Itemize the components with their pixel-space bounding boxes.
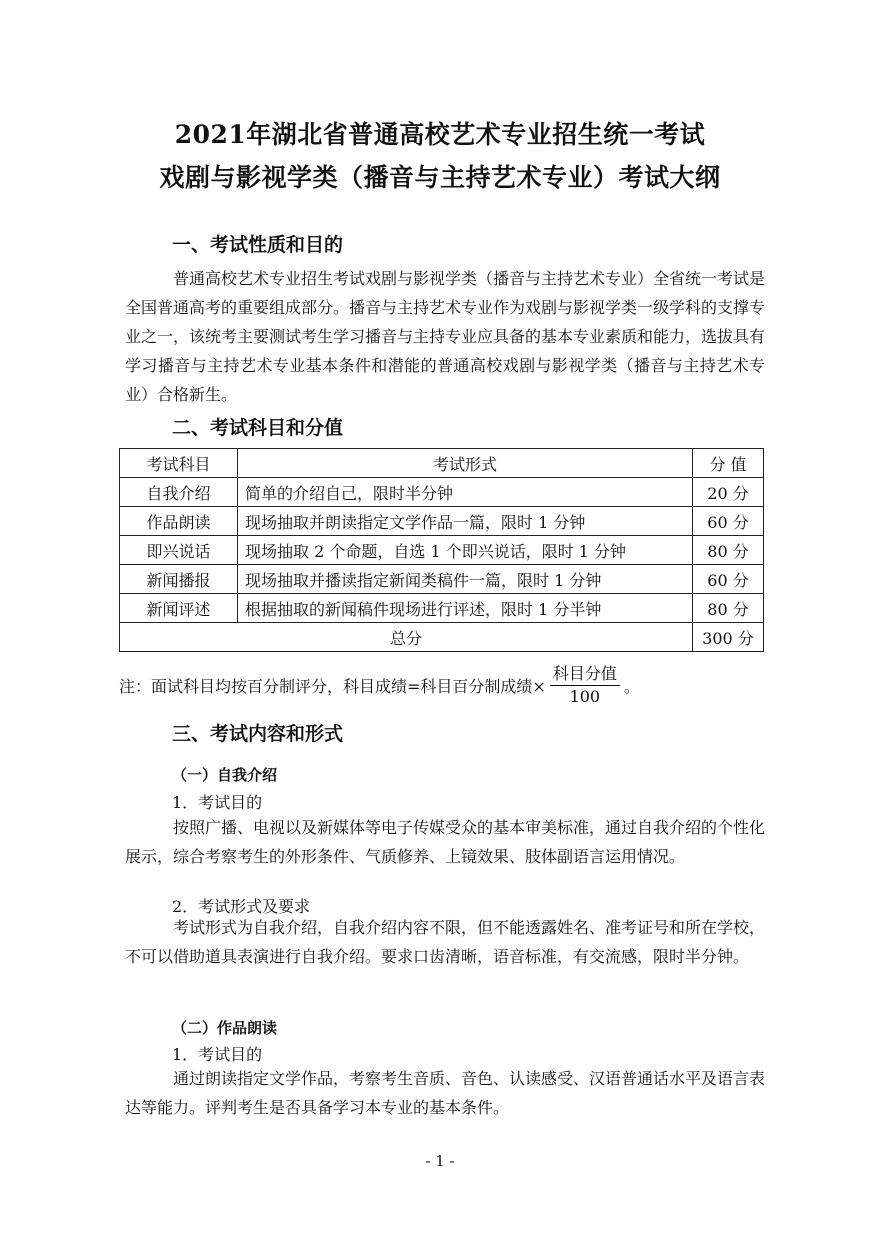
row-subject: 作品朗读	[120, 507, 238, 536]
subsection-1-item-2-label: 2．考试形式及要求	[172, 897, 311, 916]
row-form: 现场抽取 2 个命题，自选 1 个即兴说话，限时 1 分钟	[238, 536, 693, 565]
note-fraction	[550, 665, 620, 706]
table-row	[120, 594, 764, 623]
row-form: 现场抽取并朗读指定文学作品一篇，限时 1 分钟	[238, 507, 693, 536]
subsection-2-item-1-label: 1．考试目的	[172, 1045, 263, 1064]
header-form: 考试形式	[238, 449, 693, 478]
subsection-1-heading: （一）自我介绍	[172, 766, 278, 784]
subsection-1-item-2-body: 考试形式为自我介绍，自我介绍内容不限，但不能透露姓名、准考证号和所在学校，不可以借助道具表演进行自我介绍。要求口齿清晰，语音标准，有交流感，限时半分钟。	[125, 918, 766, 966]
total-label: 总分	[120, 623, 693, 652]
row-form: 现场抽取并播读指定新闻类稿件一篇，限时 1 分钟	[238, 565, 693, 594]
row-subject: 新闻评述	[120, 594, 238, 623]
table-row	[120, 507, 764, 536]
subsection-2-item-1-body: 通过朗读指定文学作品，考察考生音质、音色、认读感受、汉语普通话水平及语言表达等能力。评判考生是否具备学习本专业的基本条件。	[125, 1069, 766, 1117]
table-row	[120, 478, 764, 507]
section-1-body: 普通高校艺术专业招生考试戏剧与影视学类（播音与主持艺术专业）全省统一考试是全国普通高考的重要组成部分。播音与主持艺术专业作为戏剧与影视学类一级学科的支撑专业之一，该统考主要测试考生学习播音与主持专业应具备的基本专业素质和能力，选拔具有学习播音与主持艺术专业基本条件和潜能的普通高校戏剧与影视学类（播音与主持艺术专业）合格新生。	[125, 269, 766, 404]
row-score: 60 分	[693, 565, 764, 594]
section-2-heading: 二、考试科目和分值	[172, 417, 344, 439]
row-form: 根据抽取的新闻稿件现场进行评述，限时 1 分半钟	[238, 594, 693, 623]
subsection-1-item-1-label: 1．考试目的	[172, 793, 263, 812]
page-number: - 1 -	[425, 1152, 455, 1170]
row-score: 80 分	[693, 536, 764, 565]
table-row	[120, 536, 764, 565]
scoring-note	[119, 664, 759, 706]
row-subject: 自我介绍	[120, 478, 238, 507]
header-subject: 考试科目	[120, 449, 238, 478]
table-total-row	[120, 623, 764, 652]
fraction-numerator: 科目分值	[550, 665, 620, 686]
total-score: 300 分	[693, 623, 764, 652]
note-suffix: 。	[623, 676, 640, 696]
row-form: 简单的介绍自己，限时半分钟	[238, 478, 693, 507]
row-subject: 新闻播报	[120, 565, 238, 594]
row-score: 20 分	[693, 478, 764, 507]
scores-table-header-row	[120, 449, 764, 478]
table-row	[120, 565, 764, 594]
scores-table	[119, 448, 764, 652]
document-title-line-1: 2021年湖北省普通高校艺术专业招生统一考试	[174, 120, 706, 149]
note-prefix: 注：面试科目均按百分制评分，科目成绩=科目百分制成绩×	[119, 676, 546, 696]
row-score: 60 分	[693, 507, 764, 536]
header-score: 分 值	[693, 449, 764, 478]
section-1-heading: 一、考试性质和目的	[172, 234, 344, 256]
subsection-1-item-1-body: 按照广播、电视以及新媒体等电子传媒受众的基本审美标准，通过自我介绍的个性化展示，综合考察考生的外形条件、气质修养、上镜效果、肢体副语言运用情况。	[125, 818, 766, 866]
row-score: 80 分	[693, 594, 764, 623]
document-title-line-2: 戏剧与影视学类（播音与主持艺术专业）考试大纲	[159, 163, 721, 192]
fraction-denominator: 100	[569, 686, 601, 706]
section-3-heading: 三、考试内容和形式	[172, 723, 344, 745]
row-subject: 即兴说话	[120, 536, 238, 565]
subsection-2-heading: （二）作品朗读	[172, 1019, 278, 1037]
